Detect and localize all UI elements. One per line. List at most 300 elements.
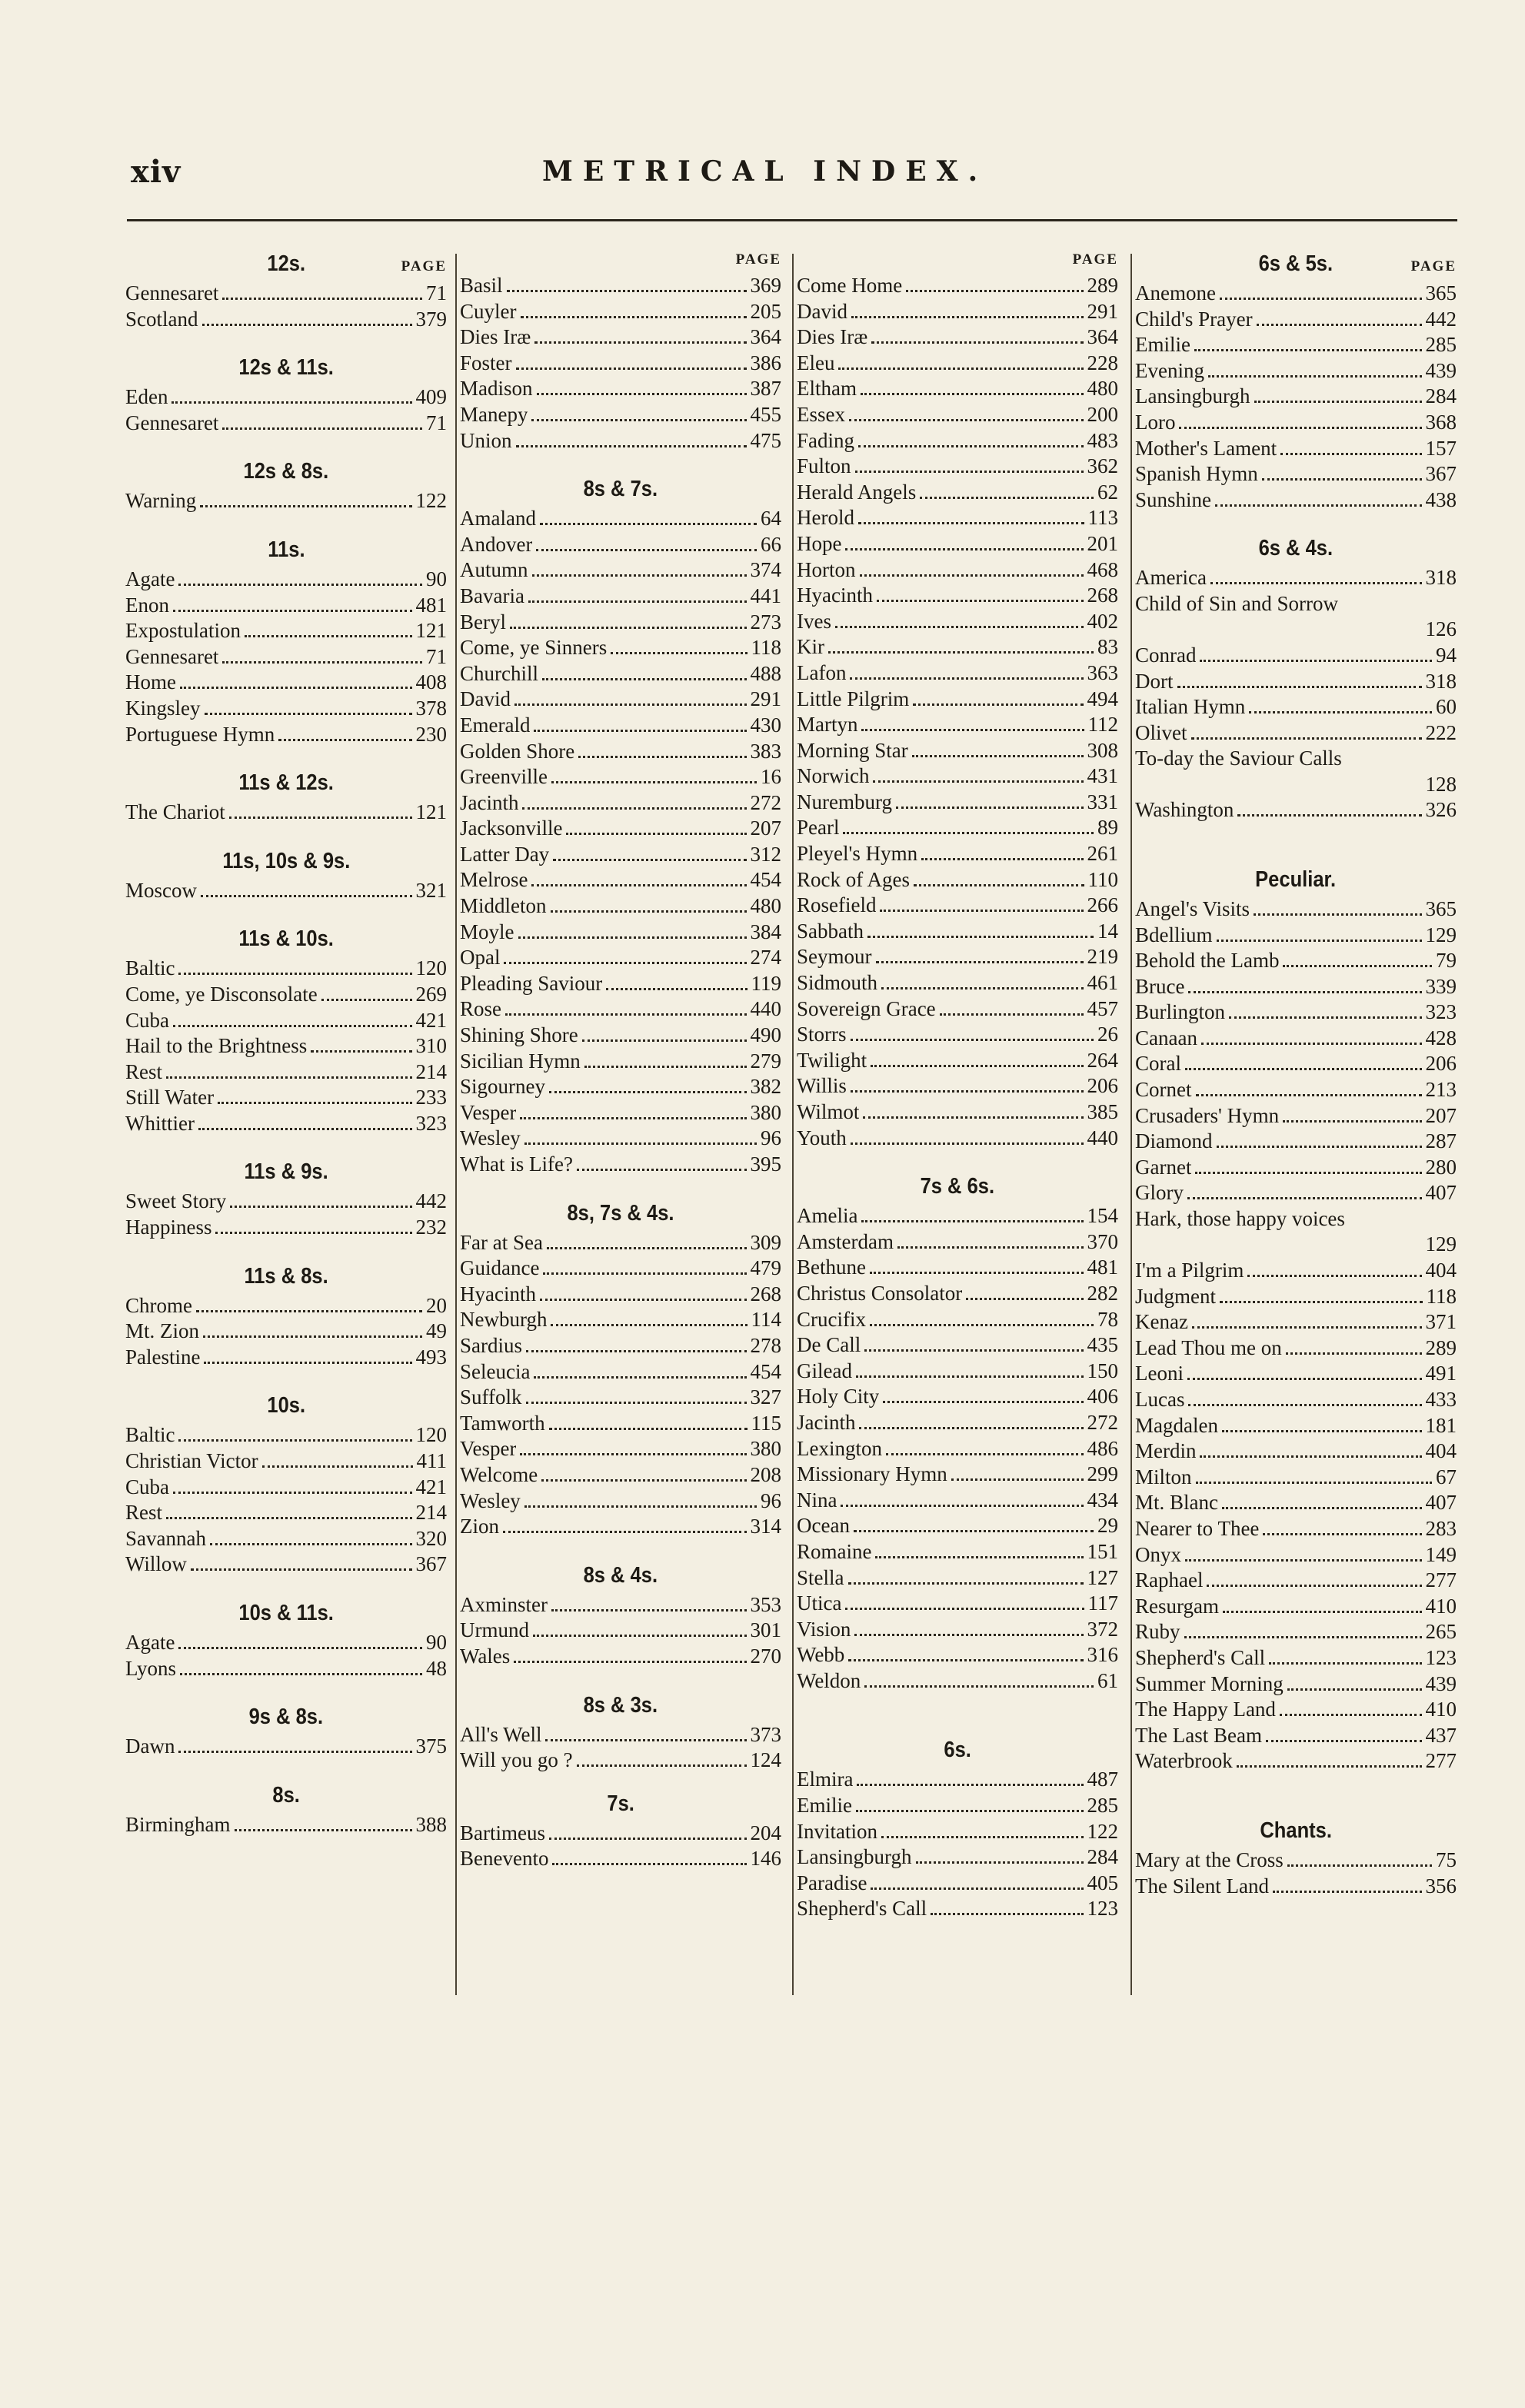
page-number: 488: [750, 661, 781, 685]
dot-leader: [858, 445, 1083, 447]
index-entry: [460, 764, 781, 790]
section-heading: [460, 1559, 781, 1592]
index-entry: [460, 739, 781, 765]
index-entry: [460, 557, 781, 584]
index-entry: [1135, 1594, 1457, 1620]
index-entry: [460, 971, 781, 997]
dot-leader: [966, 1298, 1083, 1300]
tune-name: Washington: [1135, 798, 1234, 822]
page-number: 442: [415, 1189, 447, 1213]
tune-name: Cuba: [125, 1475, 169, 1498]
tune-name: Kingsley: [125, 696, 201, 720]
tune-name: Sigourney: [460, 1075, 545, 1099]
page-number: 208: [750, 1462, 781, 1486]
page-number: 435: [1087, 1333, 1118, 1357]
dot-leader: [1187, 1378, 1422, 1380]
index-entry: [125, 1422, 447, 1448]
tune-name: I'm a Pilgrim: [1135, 1259, 1244, 1282]
tune-name: Cornet: [1135, 1078, 1192, 1102]
dot-leader: [524, 1505, 757, 1508]
dot-leader: [510, 627, 747, 629]
page-number: 121: [415, 619, 447, 643]
tune-name: Chrome: [125, 1293, 192, 1317]
tune-name: Dies Iræ: [460, 325, 531, 349]
index-entry: [1135, 565, 1457, 591]
tune-name: Ives: [797, 609, 831, 633]
tune-name: Lansingburgh: [797, 1845, 912, 1869]
page-number: 487: [1087, 1768, 1118, 1791]
index-entry: [460, 1462, 781, 1488]
section-heading: [460, 473, 781, 506]
index-entry: [797, 351, 1118, 377]
index-entry: [1135, 1619, 1457, 1645]
page-number: 371: [1425, 1310, 1457, 1334]
page-number: 16: [761, 765, 781, 789]
page-number: 378: [415, 696, 447, 720]
tune-name: Behold the Lamb: [1135, 949, 1280, 973]
index-entry: [1135, 1465, 1457, 1491]
tune-name: Sunshine: [1135, 487, 1212, 511]
page-number: 272: [1087, 1410, 1118, 1434]
dot-leader: [205, 713, 412, 715]
page-number: 66: [761, 532, 781, 556]
section-heading: [125, 1597, 447, 1630]
index-entry: [125, 618, 447, 644]
tune-name: Evening: [1135, 358, 1204, 382]
entry-list: [460, 273, 781, 454]
dot-leader: [1257, 324, 1422, 326]
tune-name: Dawn: [125, 1734, 175, 1758]
page-number: 363: [1087, 660, 1118, 684]
index-entry: [797, 1229, 1118, 1256]
page-number: 384: [750, 920, 781, 943]
index-entry: [1135, 896, 1457, 923]
tune-name: Dies Iræ: [797, 325, 868, 349]
index-entry: [1135, 1387, 1457, 1413]
index-entry: [1135, 1361, 1457, 1387]
index-entry: [125, 800, 447, 826]
tune-name: Moscow: [125, 878, 197, 902]
dot-leader: [551, 1609, 747, 1611]
page-number: 230: [415, 722, 447, 746]
dot-leader: [533, 1635, 747, 1637]
dot-leader: [951, 1478, 1084, 1481]
page-number: 441: [750, 584, 781, 607]
dot-leader: [1287, 1688, 1422, 1691]
dot-leader: [1217, 940, 1422, 942]
page-number: 129: [1425, 923, 1457, 946]
dot-leader: [856, 1810, 1084, 1812]
index-entry: [460, 790, 781, 817]
tune-name: Union: [460, 428, 512, 452]
tune-name: Amaland: [460, 507, 536, 530]
page-number: 94: [1436, 643, 1457, 667]
tune-name: Come, ye Disconsolate: [125, 982, 318, 1006]
page-number: 428: [1425, 1026, 1457, 1049]
page-number: 320: [415, 1526, 447, 1550]
page-number: 430: [750, 713, 781, 737]
section-heading: [125, 248, 447, 281]
dot-leader: [521, 316, 747, 318]
dot-leader: [1262, 478, 1422, 481]
page-number: 289: [1425, 1335, 1457, 1359]
page-number: 151: [1087, 1539, 1118, 1563]
tune-name: Essex: [797, 402, 845, 426]
index-entry: [797, 1896, 1118, 1922]
tune-name: Utica: [797, 1591, 842, 1615]
dot-leader: [1229, 1016, 1421, 1019]
tune-name: Greenville: [460, 765, 548, 789]
page-number: 383: [750, 739, 781, 763]
index-entry: [460, 1748, 781, 1774]
dot-leader: [1220, 1301, 1423, 1303]
dot-leader: [1237, 1765, 1422, 1768]
section-heading: [460, 1197, 781, 1230]
page-number: 440: [750, 997, 781, 1021]
index-entry: [460, 1333, 781, 1359]
page-number: 285: [1087, 1794, 1118, 1818]
tune-name: Ocean: [797, 1514, 850, 1538]
entry-list: [460, 506, 781, 1177]
tune-name: Pearl: [797, 816, 840, 840]
page-number: 404: [1425, 1259, 1457, 1282]
page-number: 90: [426, 1631, 447, 1654]
section-title: 6s & 4s.: [1258, 536, 1334, 561]
page-number: 122: [415, 489, 447, 513]
index-entry: [125, 1293, 447, 1319]
index-entry: [460, 996, 781, 1023]
dot-leader: [551, 910, 747, 913]
tune-name: Hyacinth: [460, 1282, 536, 1305]
page-number: 421: [415, 1475, 447, 1498]
index-entry: [1135, 720, 1457, 747]
index-entry: [797, 970, 1118, 996]
page-number: 438: [1425, 487, 1457, 511]
tune-name: Sweet Story: [125, 1189, 227, 1213]
page-number: 387: [750, 377, 781, 401]
tune-name: Wilmot: [797, 1100, 860, 1123]
index-entry: [1135, 1697, 1457, 1723]
dot-leader: [534, 341, 746, 344]
page-number: 110: [1087, 867, 1118, 891]
index-entry: [460, 1230, 781, 1256]
index-entry: [797, 919, 1118, 945]
page-number: 362: [1087, 454, 1118, 478]
page-column-label: PAGE: [401, 258, 447, 274]
dot-leader: [1222, 1430, 1422, 1432]
index-entry: [797, 687, 1118, 713]
section-title: 12s & 8s.: [243, 459, 329, 484]
page-number: 115: [751, 1411, 781, 1435]
dot-leader: [940, 1013, 1084, 1016]
page-number: 327: [750, 1385, 781, 1409]
page-number: 272: [750, 790, 781, 814]
index-entry: [1135, 797, 1457, 823]
tune-name: Vesper: [460, 1100, 517, 1124]
index-entry: [1135, 384, 1457, 410]
dot-leader: [178, 1647, 422, 1649]
tune-name: Autumn: [460, 558, 528, 582]
dot-leader: [876, 961, 1084, 963]
dot-leader: [210, 1543, 412, 1545]
index-entry: [125, 1189, 447, 1215]
tune-name: Moyle: [460, 920, 514, 943]
dot-leader: [1254, 401, 1422, 403]
tune-name: Martyn: [797, 713, 858, 737]
page-number: 494: [1087, 687, 1118, 710]
index-entry: [460, 1074, 781, 1100]
section-heading: [125, 1779, 447, 1812]
tune-name: Kenaz: [1135, 1310, 1188, 1334]
dot-leader: [518, 936, 747, 939]
tune-name: Hark, those happy voices: [1135, 1207, 1345, 1231]
page-number: 331: [1087, 790, 1118, 813]
tune-name: Olivet: [1135, 720, 1187, 744]
page-number: 406: [1087, 1385, 1118, 1409]
index-entry: [1135, 591, 1457, 643]
dot-leader: [321, 999, 412, 1001]
page-number: 14: [1097, 919, 1118, 943]
dot-leader: [584, 1066, 747, 1068]
index-entry: [797, 996, 1118, 1023]
page-number: 204: [750, 1821, 781, 1844]
tune-name: Sidmouth: [797, 971, 878, 995]
tune-name: Cuyler: [460, 299, 517, 323]
index-entry: [797, 273, 1118, 299]
index-entry: [797, 1307, 1118, 1333]
page-number: 364: [1087, 325, 1118, 349]
section-title: 8s & 7s.: [583, 477, 658, 502]
tune-name: Birmingham: [125, 1812, 231, 1836]
index-entry: [125, 1319, 447, 1345]
page-number: 291: [1087, 299, 1118, 323]
index-entry: [1135, 1129, 1457, 1155]
dot-leader: [851, 1090, 1084, 1093]
tune-name: Vision: [797, 1617, 851, 1641]
dot-leader: [566, 833, 746, 835]
index-entry: [125, 722, 447, 748]
tune-name: Milton: [1135, 1465, 1192, 1488]
section-title: 11s, 10s & 9s.: [221, 848, 351, 873]
page-number: 112: [1087, 713, 1118, 737]
dot-leader: [1195, 1172, 1421, 1174]
page-number: 154: [1087, 1204, 1118, 1228]
dot-leader: [864, 1685, 1094, 1688]
page-number: 282: [1087, 1281, 1118, 1305]
section-heading: [460, 1788, 781, 1821]
page-number: 222: [1425, 720, 1457, 744]
index-entry: [797, 609, 1118, 635]
index-entry: [797, 1844, 1118, 1871]
entry-list: [1135, 281, 1457, 513]
tune-name: Wales: [460, 1644, 511, 1668]
page-number: 408: [415, 670, 447, 694]
dot-leader: [178, 973, 411, 975]
page-number: 284: [1087, 1845, 1118, 1869]
page-number: 310: [415, 1034, 447, 1058]
page-number: 126: [1425, 617, 1457, 641]
page-number: 404: [1425, 1439, 1457, 1463]
index-entry: [1135, 1438, 1457, 1465]
index-entry: [797, 763, 1118, 790]
dot-leader: [849, 419, 1084, 421]
tune-name: Enon: [125, 593, 169, 617]
section-heading: [460, 248, 781, 273]
index-entry: [1135, 307, 1457, 333]
dot-leader: [856, 1375, 1084, 1378]
tune-name: Judgment: [1135, 1284, 1216, 1308]
section-heading: [460, 1689, 781, 1722]
tune-name: Crucifix: [797, 1307, 866, 1331]
page-number: 299: [1087, 1462, 1118, 1486]
dot-leader: [514, 703, 747, 706]
page-number: 289: [1087, 274, 1118, 297]
page-number: 318: [1425, 669, 1457, 693]
dot-leader: [861, 1220, 1083, 1222]
page-number: 149: [1425, 1542, 1457, 1566]
tune-name: Seymour: [797, 945, 872, 969]
dot-leader: [532, 574, 747, 577]
tune-name: Herald Angels: [797, 480, 917, 504]
section-heading: [1135, 1814, 1457, 1848]
dot-leader: [1201, 1043, 1422, 1045]
dot-leader: [854, 1530, 1094, 1532]
tune-name: Eleu: [797, 351, 835, 374]
tune-name: Romaine: [797, 1539, 872, 1563]
index-entry: [460, 1846, 781, 1872]
page-number: 385: [1087, 1100, 1118, 1123]
dot-leader: [854, 1634, 1083, 1636]
index-column-2: [460, 248, 781, 1872]
tune-name: The Happy Land: [1135, 1698, 1276, 1721]
dot-leader: [166, 1517, 411, 1519]
tune-name: Norwich: [797, 764, 870, 788]
index-column-3: [797, 248, 1118, 1922]
tune-name: Baltic: [125, 1423, 175, 1447]
page-number: 291: [750, 687, 781, 711]
index-entry: [460, 945, 781, 971]
tune-name: Webb: [797, 1643, 845, 1667]
entry-list: [125, 1189, 447, 1240]
index-entry: [1135, 1335, 1457, 1362]
section-title: 12s.: [267, 251, 305, 276]
tune-name: Sovereign Grace: [797, 996, 936, 1020]
section-title: 7s & 6s.: [920, 1174, 995, 1199]
index-entry: [125, 670, 447, 696]
dot-leader: [1280, 1714, 1422, 1716]
index-entry: [460, 1256, 781, 1282]
index-entry: [125, 1475, 447, 1501]
index-entry: [1135, 1645, 1457, 1671]
index-entry: [460, 1514, 781, 1540]
tune-name: Bruce: [1135, 974, 1185, 998]
index-entry: [797, 712, 1118, 738]
dot-leader: [859, 1427, 1083, 1429]
tune-name: Andover: [460, 532, 533, 556]
tune-name: Christus Consolator: [797, 1281, 963, 1305]
dot-leader: [180, 687, 412, 689]
dot-leader: [1188, 1404, 1421, 1406]
section-title: Chants.: [1260, 1818, 1332, 1843]
index-entry: [125, 593, 447, 619]
dot-leader: [912, 755, 1084, 757]
index-column-1: [125, 248, 447, 1838]
tune-name: Burlington: [1135, 1000, 1226, 1024]
dot-leader: [1207, 1585, 1421, 1587]
dot-leader: [870, 1272, 1084, 1274]
index-entry: [125, 1552, 447, 1578]
index-entry: [460, 816, 781, 842]
page-number: 365: [1425, 281, 1457, 304]
index-entry: [797, 1073, 1118, 1099]
index-entry: [797, 1462, 1118, 1488]
index-entry: [460, 1126, 781, 1152]
dot-leader: [1210, 582, 1422, 584]
dot-leader: [1249, 711, 1432, 713]
page-number: 113: [1087, 506, 1118, 530]
dot-leader: [1254, 913, 1421, 916]
column-divider: [455, 254, 457, 1995]
tune-name: Come Home: [797, 274, 903, 297]
tune-name: Rock of Ages: [797, 867, 910, 891]
tune-name: Jacksonville: [460, 817, 563, 840]
index-entry: [797, 841, 1118, 867]
dot-leader: [851, 316, 1084, 318]
page-number: 270: [750, 1644, 781, 1668]
page-number: 367: [1425, 462, 1457, 486]
page-number: 280: [1425, 1155, 1457, 1179]
dot-leader: [861, 393, 1084, 395]
tune-name: Onyx: [1135, 1542, 1181, 1566]
page-number: 284: [1425, 384, 1457, 408]
page-number: 411: [416, 1449, 447, 1473]
dot-leader: [843, 832, 1094, 834]
tune-name: Anemone: [1135, 281, 1216, 304]
page-number: 457: [1087, 996, 1118, 1020]
page-number: 48: [426, 1656, 447, 1680]
page-number: 318: [1425, 566, 1457, 590]
index-entry: [1135, 948, 1457, 974]
page-number: 71: [426, 644, 447, 668]
page-number: 120: [415, 956, 447, 980]
tune-name: Garnet: [1135, 1155, 1192, 1179]
dot-leader: [582, 1039, 747, 1042]
dot-leader: [931, 1913, 1083, 1915]
tune-name: Herold: [797, 506, 854, 530]
index-entry: [797, 1513, 1118, 1539]
index-entry: [460, 402, 781, 428]
entry-list: [125, 488, 447, 514]
page-number: 312: [750, 842, 781, 866]
dot-leader: [222, 298, 422, 300]
index-entry: [797, 402, 1118, 428]
index-entry: [797, 1488, 1118, 1514]
dot-leader: [543, 1272, 746, 1275]
section-title: 6s.: [944, 1738, 971, 1763]
dot-leader: [1187, 1197, 1422, 1199]
dot-leader: [1179, 427, 1421, 429]
tune-name: Merdin: [1135, 1439, 1197, 1463]
page-number: 369: [750, 274, 781, 297]
dot-leader: [880, 910, 1083, 912]
page-number: 479: [750, 1256, 781, 1280]
tune-name: Rose: [460, 997, 501, 1021]
page-number: 150: [1087, 1359, 1118, 1382]
index-entry: [460, 1411, 781, 1437]
page-number: 395: [750, 1152, 781, 1176]
page-number: 118: [751, 636, 781, 660]
index-entry: [797, 738, 1118, 764]
